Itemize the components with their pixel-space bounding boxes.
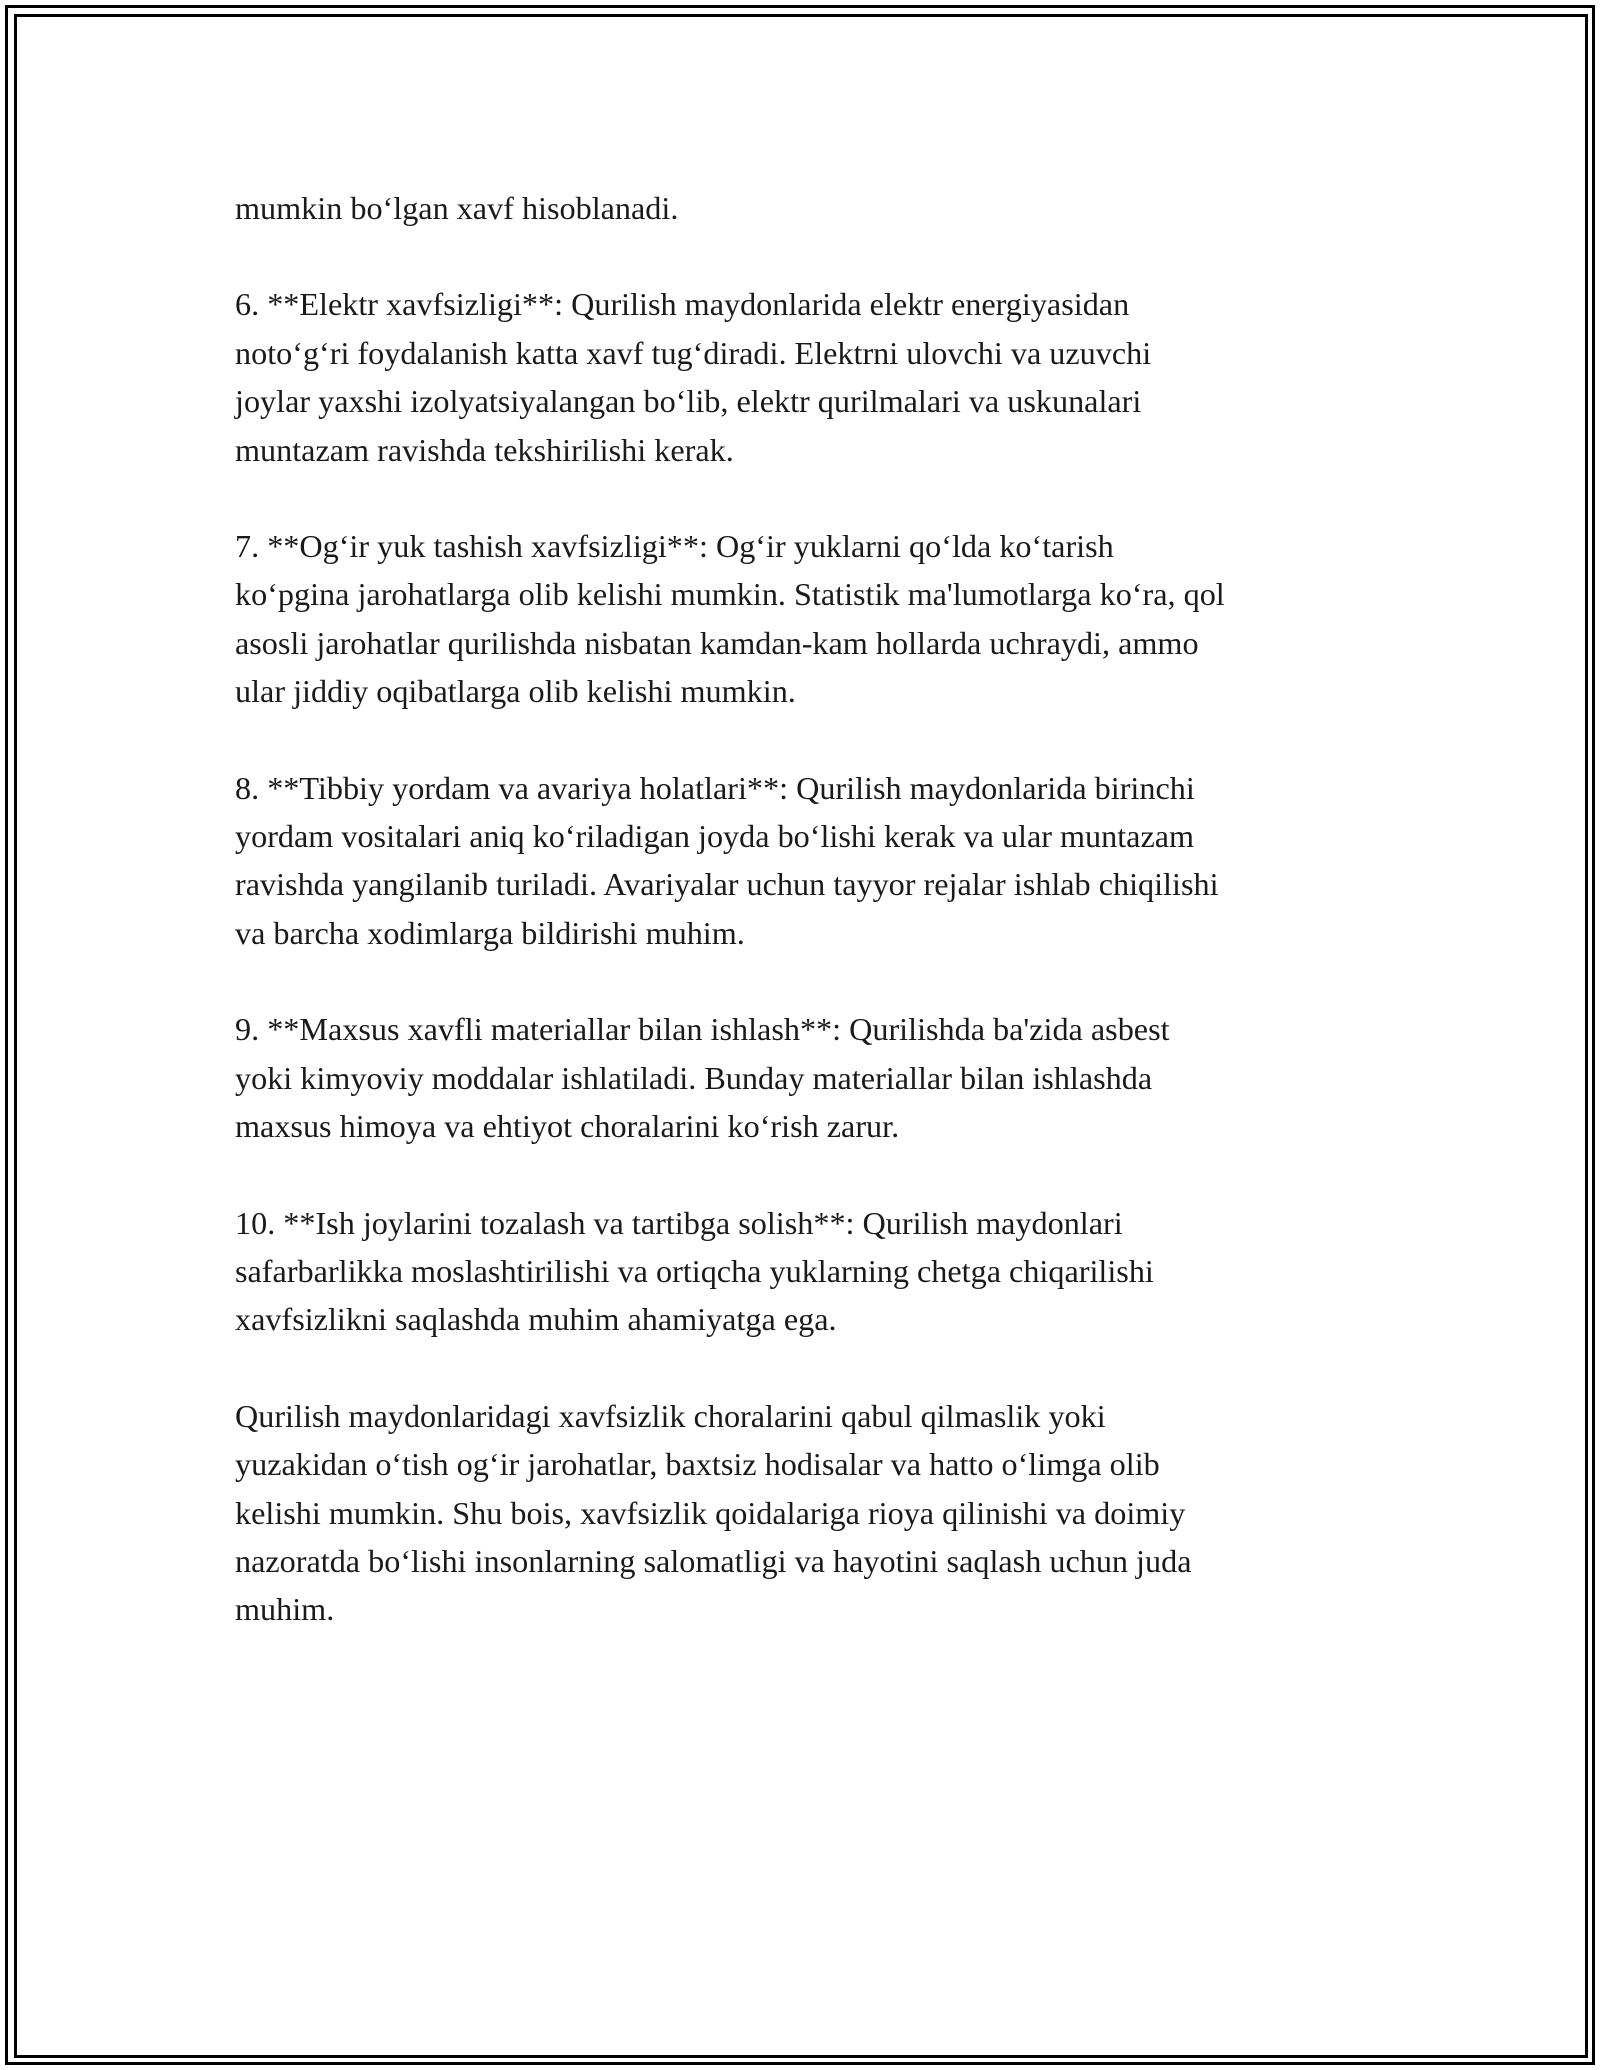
paragraph-item-10: 10. **Ish joylarini tozalash va tartibga solish**: Qurilish maydonlari safarbarlikka moslashtirilishi va ortiqcha yuklarning chetga chiqarilishi xavfsizlikni saqlashda muhim ahamiyatga ega. xyxy=(235,1204,1154,1338)
paragraph-item-8: 8. **Tibbiy yordam va avariya holatlari**: Qurilish maydonlarida birinchi yordam vositalari aniq ko‘riladigan joyda bo‘lishi kerak va ular muntazam ravishda yangilanib turiladi. Avariyalar uchun tayyor rejalar ishlab chiqilishi va barcha xodimlarga bildirishi muhim. xyxy=(235,769,1219,951)
paragraph-item-7: 7. **Og‘ir yuk tashish xavfsizligi**: Og‘ir yuklarni qo‘lda ko‘tarish ko‘pgina jarohatlarga olib kelishi mumkin. Statistik ma'lumotlarga ko‘ra, qol asosli jarohatlar qurilishda nisbatan kamdan-kam hollarda uchraydi, ammo ular jiddiy oqibatlarga olib kelishi mumkin. xyxy=(235,528,1225,710)
paragraph-item-9: 9. **Maxsus xavfli materiallar bilan ishlash**: Qurilishda ba'zida asbest yoki kimyoviy moddalar ishlatiladi. Bunday materiallar bilan ishlashda maxsus himoya va ehtiyot choralarini ko‘rish zarur. xyxy=(235,1011,1170,1145)
paragraph-item-6: 6. **Elektr xavfsizligi**: Qurilish maydonlarida elektr energiyasidan noto‘g‘ri foydalanish katta xavf tug‘diradi. Elektrni ulovchi va uzuvchi joylar yaxshi izolyatsiyalangan bo‘lib, elektr qurilmalari va uskunalari muntazam ravishda tekshirilishi kerak. xyxy=(235,286,1152,468)
paragraph-conclusion: Qurilish maydonlaridagi xavfsizlik choralarini qabul qilmaslik yoki yuzakidan o‘tish og‘ir jarohatlar, baxtsiz hodisalar va hatto o‘limga olib kelishi mumkin. Shu bois, xavfsizlik qoidalariga rioya qilinishi va doimiy nazoratda bo‘lishi insonlarning salomatligi va hayotini saqlash uchun juda muhim. xyxy=(235,1397,1192,1628)
document-body xyxy=(235,184,1375,1634)
paragraph-continuation: mumkin bo‘lgan xavf hisoblanadi. xyxy=(235,190,679,226)
